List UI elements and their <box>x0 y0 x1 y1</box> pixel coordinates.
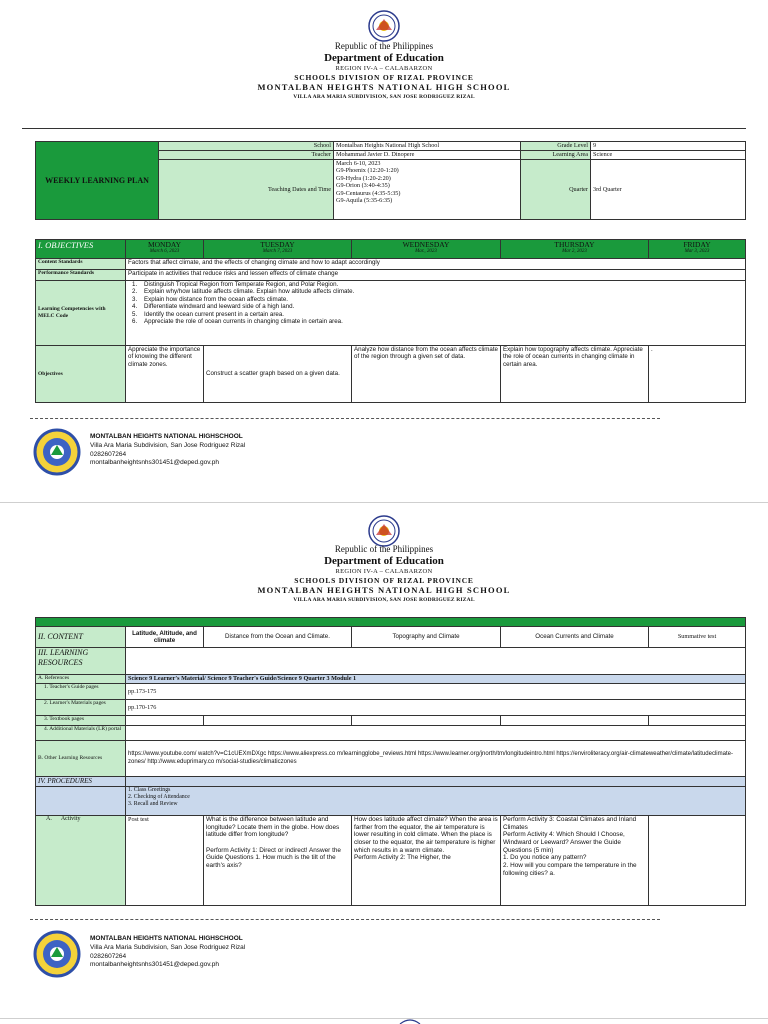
grade-label: Grade Level <box>521 142 591 151</box>
references-label: A. References <box>36 675 126 684</box>
header-department: Department of Education <box>324 52 444 64</box>
school-value: Montalban Heights National High School <box>334 142 521 151</box>
content-standards-value: Factors that affect climate, and the effects of changing climate and how to adapt accordingly <box>126 259 746 270</box>
day-tuesday: TUESDAY March 7, 2023 <box>204 240 352 259</box>
competencies-label: Learning Competencies with MELC Code <box>36 281 126 346</box>
header-rule <box>22 128 746 129</box>
dates-label: Teaching Dates and Time <box>159 160 334 220</box>
teachers-guide-label: 1. Teacher's Guide pages <box>36 684 126 700</box>
header-address: VILLA ARA MARIA SUBDIVISION, SAN JOSE RODRIGUEZ RIZAL <box>293 94 475 100</box>
topic-friday: Summative test <box>649 627 746 648</box>
topic-wednesday: Topography and Climate <box>352 627 501 648</box>
header-school: MONTALBAN HEIGHTS NATIONAL HIGH SCHOOL <box>257 82 511 92</box>
teacher-value: Mohammad Javier D. Dinopere <box>334 151 521 160</box>
plan-title: WEEKLY LEARNING PLAN <box>36 142 159 220</box>
school-logo-icon <box>32 930 82 978</box>
footer <box>32 930 432 978</box>
header-address: VILLA ARA MARIA SUBDIVISION, SAN JOSE RODRIGUEZ RIZAL <box>293 597 475 603</box>
info-table <box>35 141 746 220</box>
day-wednesday: WEDNESDAY Mar., 2023 <box>352 240 501 259</box>
activity-tuesday: What is the difference between latitude and longitude? Locate them in the globe. How does latitude differ from longitude? Perform Activity 1: Direct or indirect! Answer the Guide Questions 1. How much is the tilt of the earth's axis? <box>204 816 352 906</box>
header-republic: Republic of the Philippines <box>334 41 434 51</box>
footer-phone: 0282607264 <box>90 450 127 458</box>
day-friday: FRIDAY Mar 3, 2023 <box>649 240 746 259</box>
objective-friday: . <box>649 346 746 403</box>
resources-table <box>35 617 746 906</box>
competencies-list <box>126 281 746 346</box>
other-resources-label: B. Other Learning Resources <box>36 741 126 777</box>
school-label: School <box>159 142 334 151</box>
competency-item: 5. Identify the ocean current present in a certain area. <box>132 310 285 318</box>
topic-monday: Latitude, Altitude, and climate <box>126 627 204 648</box>
learners-materials-label: 2. Learner's Materials pages <box>36 700 126 716</box>
topic-thursday: Ocean Currents and Climate <box>501 627 649 648</box>
additional-materials-label: 4. Additional Materials (LR) portal <box>36 726 126 741</box>
footer-email[interactable]: montalbanheightsnhs301451@deped.gov.ph <box>90 961 219 969</box>
procedures-heading: IV. PROCEDURES <box>36 777 126 787</box>
header-republic: Republic of the Philippines <box>334 544 434 554</box>
area-label: Learning Area <box>521 151 591 160</box>
activity-label: A. Activity <box>36 816 126 906</box>
objectives-heading: I. OBJECTIVES <box>36 240 126 259</box>
footer <box>32 428 432 476</box>
activity-thursday: Perform Activity 3: Coastal Climates and Inland Climates Perform Activity 4: Which Should I Choose, Windward or Leeward? Answer the Guide Questions (5 min) 1. Do you notice any pattern? 2. How will you compare the temperature in the following cities? a. <box>501 816 649 906</box>
resources-heading: III. LEARNING RESOURCES <box>36 648 126 675</box>
teacher-label: Teacher <box>159 151 334 160</box>
performance-standards-label: Performance Standards <box>36 270 126 281</box>
content-heading: II. CONTENT <box>36 627 126 648</box>
page-3 <box>0 1019 768 1024</box>
footer-school: MONTALBAN HEIGHTS NATIONAL HIGHSCHOOL <box>90 433 243 440</box>
objective-wednesday: Analyze how distance from the ocean affects climate of the region through a given set of data. <box>352 346 501 403</box>
footer-address: Villa Ara Maria Subdivision, San Jose Rodriguez Rizal <box>90 441 246 449</box>
footer-divider <box>30 919 660 920</box>
other-resources-value[interactable]: https://www.youtube.com/ watch?v=C1cUEXmDXgc https://www.aliexpress.co m/learningglobe_reviews.html https://www.learner.org/jnorth/tm/longitudeintro.html https://enviroliteracy.org/air-climateweather/climate/latitudeclimate-zones/ http://www.eduprimary.co m/social-studies/climaticzones <box>126 741 746 777</box>
objective-thursday: Explain how topography affects climate. Appreciate the role of ocean currents in changing climate in certain area. <box>501 346 649 403</box>
competency-item: 3. Explain how distance from the ocean affects climate. <box>132 295 289 303</box>
objectives-table <box>35 239 746 403</box>
objective-monday: Appreciate the importance of knowing the different climate zones. <box>126 346 204 403</box>
day-thursday: THURSDAY Mar 2, 2023 <box>501 240 649 259</box>
area-value: Science <box>591 151 746 160</box>
header-department: Department of Education <box>324 555 444 567</box>
header-school: MONTALBAN HEIGHTS NATIONAL HIGH SCHOOL <box>257 585 511 595</box>
objectives-label: Objectives <box>36 346 126 403</box>
objective-tuesday: Construct a scatter graph based on a given data. <box>204 346 352 403</box>
page-2 <box>0 503 768 1018</box>
dates-value: March 6-10, 2023 G9-Phoenix (12:20-1:20) G9-Hydra (1:20-2:20) G9-Orion (3:40-4:35) G9-Centaurus (4:35-5:35) G9-Aquila (5:35-6:35) <box>334 160 521 220</box>
day-monday: MONDAY March 6, 2023 <box>126 240 204 259</box>
footer-address: Villa Ara Maria Subdivision, San Jose Rodriguez Rizal <box>90 943 246 951</box>
quarter-value: 3rd Quarter <box>591 160 746 220</box>
header-region: REGION IV-A – CALABARZON <box>335 65 433 72</box>
header-region: REGION IV-A – CALABARZON <box>335 568 433 575</box>
grade-value: 9 <box>591 142 746 151</box>
topic-tuesday: Distance from the Ocean and Climate. <box>204 627 352 648</box>
routine-list: 1. Class Greetings 2. Checking of Attendance 3. Recall and Review <box>126 787 746 816</box>
footer-phone: 0282607264 <box>90 952 127 960</box>
page-1 <box>0 0 768 502</box>
deped-seal-icon <box>398 1019 422 1024</box>
quarter-label: Quarter <box>521 160 591 220</box>
performance-standards-value: Participate in activities that reduce risks and lessen effects of climate change <box>126 270 746 281</box>
textbook-label: 3. Textbook pages <box>36 716 126 726</box>
deped-seal-icon <box>368 10 400 42</box>
activity-wednesday: How does latitude affect climate? When the area is farther from the equator, the air temperature is lower resulting in cold climate. When the place is closer to the equator, the air temperature is higher which results in a warm climate. Perform Activity 2: The Higher, the <box>352 816 501 906</box>
green-band <box>36 618 746 627</box>
footer-school: MONTALBAN HEIGHTS NATIONAL HIGHSCHOOL <box>90 935 243 942</box>
teachers-guide-value: pp.173-175 <box>126 684 746 700</box>
competency-item: 1. Distinguish Tropical Region from Temperate Region, and Polar Region. <box>132 281 339 288</box>
learners-materials-value: pp.170-176 <box>126 700 746 716</box>
competency-item: 6. Appreciate the role of ocean currents in changing climate in certain area. <box>132 318 343 326</box>
school-logo-icon <box>32 428 82 476</box>
footer-email[interactable]: montalbanheightsnhs301451@deped.gov.ph <box>90 459 219 467</box>
header-division: SCHOOLS DIVISION OF RIZAL PROVINCE <box>294 576 474 585</box>
activity-monday: Post test <box>126 816 204 906</box>
competency-item: 2. Explain why/how latitude affects climate. Explain how altitude affects climate. <box>132 288 355 296</box>
footer-divider <box>30 418 660 419</box>
content-standards-label: Content Standards <box>36 259 126 270</box>
header-division: SCHOOLS DIVISION OF RIZAL PROVINCE <box>294 73 474 82</box>
references-value: Science 9 Learner's Material/ Science 9 Teacher's Guide/Science 9 Quarter 3 Module 1 <box>126 675 746 684</box>
competency-item: 4. Differentiate windward and leeward side of a high land. <box>132 303 295 311</box>
deped-seal-icon <box>368 515 400 547</box>
